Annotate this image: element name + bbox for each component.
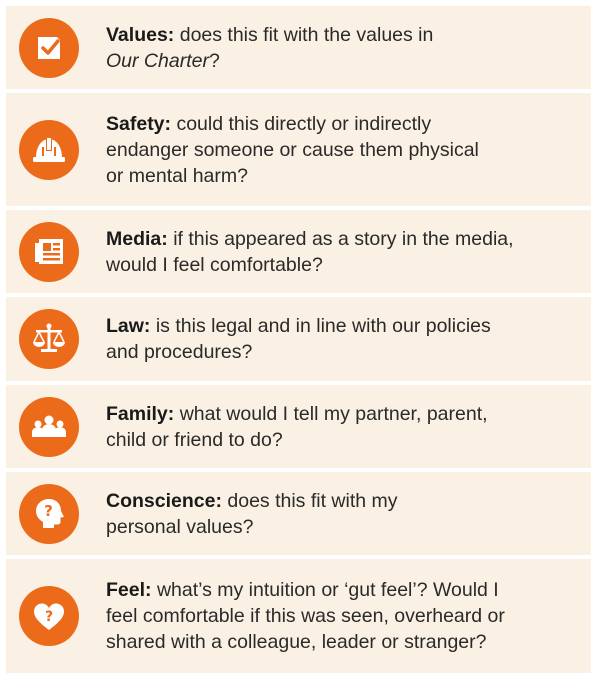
list-item-feel bbox=[6, 559, 591, 673]
item-title: Media: bbox=[106, 227, 168, 250]
item-description: personal values? bbox=[106, 515, 254, 538]
item-description: is this legal and in line with our policies bbox=[155, 315, 491, 337]
item-text bbox=[106, 488, 585, 540]
item-description: child or friend to do? bbox=[106, 428, 283, 451]
svg-text:?: ? bbox=[44, 501, 53, 520]
item-description: does this fit with the values in bbox=[179, 23, 434, 46]
item-description: what would I tell my partner, parent, bbox=[179, 402, 488, 425]
list-item-law bbox=[6, 297, 591, 381]
ethics-checklist bbox=[6, 6, 591, 673]
charter-reference: Our Charter bbox=[106, 49, 209, 72]
list-item-media bbox=[6, 210, 591, 293]
list-item-family bbox=[6, 385, 591, 468]
list-item-values bbox=[6, 6, 591, 89]
list-item-safety bbox=[6, 93, 591, 206]
item-text bbox=[106, 111, 585, 189]
item-title: Conscience: bbox=[106, 489, 222, 512]
item-text bbox=[106, 313, 585, 365]
item-description: shared with a colleague, leader or stranger? bbox=[106, 631, 487, 653]
item-title: Family: bbox=[106, 402, 175, 425]
item-title: Values: bbox=[106, 23, 175, 46]
checkbox-icon bbox=[19, 18, 79, 78]
head-question-icon bbox=[19, 484, 79, 544]
item-description: feel comfortable if this was seen, overheard or bbox=[106, 605, 505, 627]
item-description: endanger someone or cause them physical bbox=[106, 138, 479, 161]
item-title: Safety: bbox=[106, 112, 172, 135]
item-description-tail: ? bbox=[208, 49, 220, 72]
family-icon bbox=[19, 397, 79, 457]
item-title: Feel: bbox=[106, 579, 152, 601]
item-description: if this appeared as a story in the media, bbox=[173, 227, 514, 250]
item-text bbox=[106, 401, 585, 453]
newspaper-icon bbox=[19, 222, 79, 282]
item-text bbox=[106, 22, 585, 74]
hard-hat-icon bbox=[19, 120, 79, 180]
list-item-conscience bbox=[6, 472, 591, 555]
svg-text:?: ? bbox=[44, 609, 54, 625]
item-description: does this fit with my bbox=[227, 489, 398, 512]
item-description: could this directly or indirectly bbox=[176, 112, 432, 135]
item-description: would I feel comfortable? bbox=[106, 253, 323, 276]
item-description: and procedures? bbox=[106, 341, 253, 363]
item-title: Law: bbox=[106, 315, 151, 337]
item-description: what’s my intuition or ‘gut feel’? Would I bbox=[156, 579, 499, 601]
item-text bbox=[106, 577, 585, 655]
heart-question-icon bbox=[19, 586, 79, 646]
scales-icon bbox=[19, 309, 79, 369]
item-description: or mental harm? bbox=[106, 164, 248, 187]
item-text bbox=[106, 226, 585, 278]
